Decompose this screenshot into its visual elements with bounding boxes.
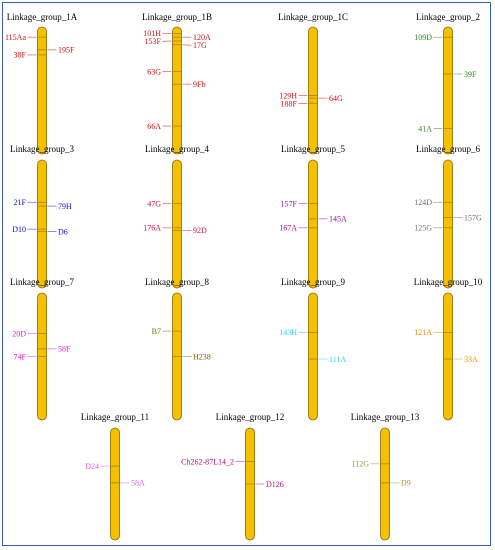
marker-label: 39F <box>464 69 477 79</box>
marker-label: 21F <box>13 198 26 208</box>
chromosome-bar <box>111 428 120 540</box>
group-title: Linkage_group_4 <box>145 144 209 154</box>
marker-label: 188F <box>280 99 297 109</box>
marker-label: 115Aa <box>4 32 26 42</box>
marker-label: 145A <box>329 214 347 224</box>
chromosome-bar <box>309 27 318 154</box>
linkage-group <box>10 277 74 420</box>
marker-label: D10 <box>12 224 26 234</box>
marker-label: 58A <box>131 478 145 488</box>
linkage-group <box>414 277 483 420</box>
marker-label: 47G <box>147 199 161 209</box>
linkage-group <box>279 277 346 420</box>
marker-label: Ch262-87L14_2 <box>181 457 234 467</box>
marker-label: H238 <box>193 352 211 362</box>
marker-label: B7 <box>151 326 161 336</box>
chromosome-bar <box>444 27 453 154</box>
marker-label: 124D <box>414 198 432 208</box>
marker-label: D126 <box>266 479 284 489</box>
group-title: Linkage_group_5 <box>281 144 345 154</box>
marker-label: 38F <box>13 50 26 60</box>
marker-label: 58F <box>58 344 71 354</box>
marker-label: D24 <box>85 461 99 471</box>
marker-label: 20D <box>12 329 26 339</box>
linkage-group <box>143 144 209 288</box>
group-title: Linkage_group_2 <box>416 12 480 22</box>
marker-label: 167A <box>279 223 297 233</box>
marker-label: 33A <box>464 354 478 364</box>
group-title: Linkage_group_1C <box>278 12 348 22</box>
chromosome-bar <box>38 27 47 154</box>
marker-label: 41A <box>418 124 432 134</box>
group-title: Linkage_group_8 <box>145 277 209 287</box>
chromosome-bar <box>173 27 182 154</box>
linkage-group <box>278 12 348 154</box>
marker-label: 63G <box>147 67 161 77</box>
group-title: Linkage_group_12 <box>215 412 285 422</box>
marker-label: 74F <box>13 352 26 362</box>
linkage-group <box>181 412 284 540</box>
marker-label: 125G <box>414 223 432 233</box>
chromosome-bar <box>309 160 318 288</box>
group-title: Linkage_group_10 <box>413 277 483 287</box>
group-title: Linkage_group_1A <box>6 12 78 22</box>
linkage-group <box>81 412 149 540</box>
marker-label: 157G <box>464 213 482 223</box>
group-title: Linkage_group_1B <box>142 12 212 22</box>
marker-label: 153F <box>144 37 161 47</box>
marker-label: 112G <box>351 459 369 469</box>
group-title: Linkage_group_6 <box>416 144 480 154</box>
linkage-group <box>351 412 420 540</box>
linkage-group <box>142 12 212 154</box>
marker-label: 92D <box>193 226 207 236</box>
group-title: Linkage_group_7 <box>10 277 74 287</box>
chromosome-bar <box>173 160 182 288</box>
linkage-group <box>414 144 482 288</box>
linkage-group <box>145 277 211 420</box>
marker-label: 79H <box>58 201 72 211</box>
linkage-group <box>279 144 347 288</box>
chromosome-bar <box>38 160 47 288</box>
linkage-group <box>5 12 78 154</box>
marker-label: 64G <box>329 93 343 103</box>
marker-label: 129H <box>279 91 297 101</box>
linkage-group <box>10 144 74 288</box>
chromosome-bar <box>444 160 453 288</box>
marker-label: 176A <box>143 223 161 233</box>
marker-label: D6 <box>58 227 68 237</box>
marker-label: 120A <box>193 32 211 42</box>
marker-label: 157F <box>280 199 297 209</box>
marker-label: 101H <box>143 29 161 39</box>
chromosome-bar <box>444 293 453 420</box>
group-title: Linkage_group_13 <box>350 412 420 422</box>
marker-label: 195F <box>58 45 75 55</box>
group-title: Linkage_group_3 <box>10 144 74 154</box>
group-title: Linkage_group_11 <box>80 412 150 422</box>
marker-label: D9 <box>401 478 411 488</box>
marker-label: 9Fb <box>193 79 206 89</box>
marker-label: 109D <box>414 32 432 42</box>
marker-label: 111A <box>329 354 347 364</box>
marker-label: 17G <box>193 40 207 50</box>
chromosome-bar <box>381 428 390 540</box>
marker-label: 143H <box>279 328 297 338</box>
group-title: Linkage_group_9 <box>281 277 345 287</box>
marker-label: 121A <box>414 328 432 338</box>
linkage-group <box>414 12 480 154</box>
marker-label: 66A <box>147 121 161 131</box>
chromosome-bar <box>309 293 318 420</box>
